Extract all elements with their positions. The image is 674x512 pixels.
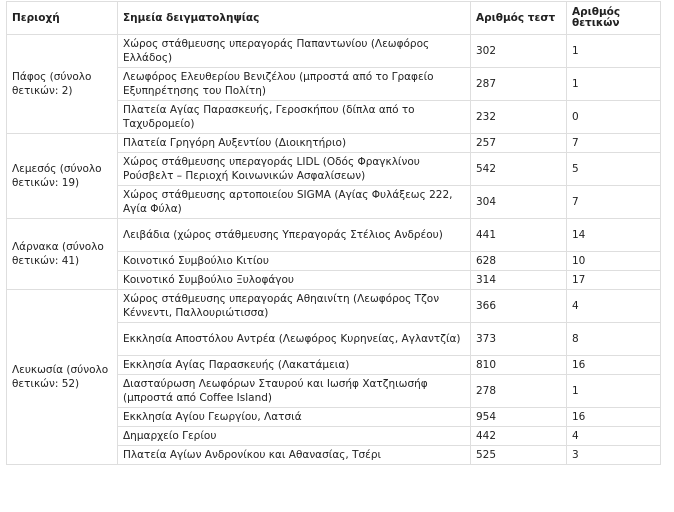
test-count-cell: 314	[471, 271, 567, 290]
header-sampling-points: Σημεία δειγματοληψίας	[118, 2, 471, 35]
header-test-count: Αριθμός τεστ	[471, 2, 567, 35]
sampling-point-cell: Πλατεία Αγίας Παρασκευής, Γεροσκήπου (δίπλα από το Ταχυδρομείο)	[118, 101, 471, 134]
test-count-cell: 373	[471, 323, 567, 356]
region-cell-limassol: Λεμεσός (σύνολο θετικών: 19)	[7, 134, 118, 219]
test-count-cell: 304	[471, 186, 567, 219]
test-count-cell: 628	[471, 252, 567, 271]
positive-count-cell: 16	[567, 408, 661, 427]
test-count-cell: 810	[471, 356, 567, 375]
test-count-cell: 232	[471, 101, 567, 134]
table-row	[7, 219, 661, 252]
test-count-cell: 302	[471, 35, 567, 68]
region-cell-larnaca: Λάρνακα (σύνολο θετικών: 41)	[7, 219, 118, 290]
test-count-cell: 441	[471, 219, 567, 252]
test-count-cell: 954	[471, 408, 567, 427]
sampling-point-cell: Χώρος στάθμευσης υπεραγοράς Αθηαινίτη (Λεωφόρος Τζον Κέννεντι, Παλλουριώτισσα)	[118, 290, 471, 323]
test-count-cell: 278	[471, 375, 567, 408]
test-count-cell: 287	[471, 68, 567, 101]
table-row	[7, 290, 661, 323]
sampling-point-cell: Πλατεία Αγίων Ανδρονίκου και Αθανασίας, Τσέρι	[118, 446, 471, 465]
positive-count-cell: 16	[567, 356, 661, 375]
test-count-cell: 366	[471, 290, 567, 323]
table-body	[7, 35, 661, 465]
positive-count-cell: 10	[567, 252, 661, 271]
sampling-point-cell: Διασταύρωση Λεωφόρων Σταυρού και Ιωσήφ Χατζηιωσήφ (μπροστά από Coffee Island)	[118, 375, 471, 408]
sampling-point-cell: Κοινοτικό Συμβούλιο Κιτίου	[118, 252, 471, 271]
positive-count-cell: 1	[567, 68, 661, 101]
sampling-point-cell: Εκκλησία Αγίας Παρασκευής (Λακατάμεια)	[118, 356, 471, 375]
sampling-point-cell: Εκκλησία Αποστόλου Αντρέα (Λεωφόρος Κυρηνείας, Αγλαντζία)	[118, 323, 471, 356]
positive-count-cell: 1	[567, 35, 661, 68]
positive-count-cell: 5	[567, 153, 661, 186]
test-count-cell: 442	[471, 427, 567, 446]
positive-count-cell: 8	[567, 323, 661, 356]
sampling-point-cell: Κοινοτικό Συμβούλιο Ξυλοφάγου	[118, 271, 471, 290]
positive-count-cell: 7	[567, 134, 661, 153]
positive-count-cell: 0	[567, 101, 661, 134]
positive-count-cell: 4	[567, 427, 661, 446]
positive-count-cell: 3	[567, 446, 661, 465]
sampling-point-cell: Δημαρχείο Γερίου	[118, 427, 471, 446]
sampling-point-cell: Εκκλησία Αγίου Γεωργίου, Λατσιά	[118, 408, 471, 427]
region-cell-paphos: Πάφος (σύνολο θετικών: 2)	[7, 35, 118, 134]
sampling-point-cell: Λεωφόρος Ελευθερίου Βενιζέλου (μπροστά από το Γραφείο Εξυπηρέτησης του Πολίτη)	[118, 68, 471, 101]
positive-count-cell: 4	[567, 290, 661, 323]
test-count-cell: 542	[471, 153, 567, 186]
sampling-point-cell: Χώρος στάθμευσης υπεραγοράς Παπαντωνίου (Λεωφόρος Ελλάδος)	[118, 35, 471, 68]
sampling-point-cell: Χώρος στάθμευσης αρτοποιείου SIGMA (Αγίας Φυλάξεως 222, Αγία Φύλα)	[118, 186, 471, 219]
table-header	[7, 2, 661, 35]
positive-count-cell: 17	[567, 271, 661, 290]
sampling-point-cell: Χώρος στάθμευσης υπεραγοράς LIDL (Οδός Φραγκλίνου Ρούσβελτ – Περιοχή Κοινωνικών Ασφαλίσεων)	[118, 153, 471, 186]
sampling-point-cell: Πλατεία Γρηγόρη Αυξεντίου (Διοικητήριο)	[118, 134, 471, 153]
test-count-cell: 257	[471, 134, 567, 153]
header-row	[7, 2, 661, 35]
test-count-cell: 525	[471, 446, 567, 465]
table-row	[7, 35, 661, 68]
positive-count-cell: 1	[567, 375, 661, 408]
header-positive-count: Αριθμός θετικών	[567, 2, 661, 35]
sampling-points-table	[6, 1, 661, 465]
header-region: Περιοχή	[7, 2, 118, 35]
positive-count-cell: 14	[567, 219, 661, 252]
table-row	[7, 134, 661, 153]
positive-count-cell: 7	[567, 186, 661, 219]
region-cell-nicosia: Λευκωσία (σύνολο θετικών: 52)	[7, 290, 118, 465]
sampling-point-cell: Λειβάδια (χώρος στάθμευσης Υπεραγοράς Στέλιος Ανδρέου)	[118, 219, 471, 252]
